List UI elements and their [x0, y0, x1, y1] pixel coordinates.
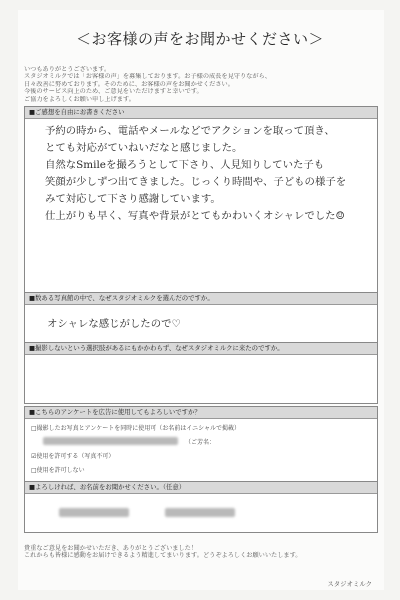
option-allow-no-photo[interactable]: ☑使用を許可する（写真不可）: [31, 453, 115, 460]
name-section: [24, 481, 378, 533]
impressions-handwriting: [45, 123, 346, 225]
footer-line: これからも皆様に感動をお届けできるよう精進してまいります。どうぞよろしくお願いいたします。: [24, 552, 302, 560]
handwritten-line: 予約の時から、電話やメールなどでアクションを取って頂き、: [45, 125, 335, 137]
why-visit-header: ■撮影しないという選択肢があるにもかかわらず、なぜスタジオミルクに来たのですか。: [25, 343, 377, 355]
intro-line: いつもありがとうございます。: [24, 66, 111, 73]
handwritten-line: とても対応がていねいだなと感じました。: [45, 142, 243, 154]
page-title: ＜お客様の声をお聞かせください＞: [75, 30, 324, 48]
ad-permission-section: [24, 406, 378, 482]
name-header: ■よろしければ、お名前をお聞かせください。（任意）: [25, 482, 377, 494]
intro-line: 日々改善に努めております。そのために、お客様の声をお聞かせください。: [24, 80, 234, 88]
intro-line: スタジオミルクでは「お客様の声」を募集しております。お子様の成長を見守りながら、: [24, 73, 271, 81]
brand-name: スタジオミルク: [327, 580, 372, 588]
why-chosen-header: ■数ある写真館の中で、なぜスタジオミルクを選んだのですか。: [25, 293, 377, 305]
option-photo-and-survey[interactable]: □撮影したお写真とアンケートを同時に使用可（お名前はイニシャルで掲載）: [31, 425, 240, 432]
redacted-name: [59, 508, 129, 517]
intro-text: [24, 66, 376, 103]
handwritten-line: 笑顔が少しずつ出てきました。じっくり時間や、子どもの様子を: [45, 176, 347, 188]
why-chosen-section: [24, 292, 378, 344]
why-visit-section: [24, 342, 378, 404]
impressions-header: ■ご感想を自由にお書きください: [25, 107, 377, 119]
option-deny[interactable]: □使用を許可しない: [31, 467, 85, 474]
ad-permission-header: ■こちらのアンケートを広告に使用してもよろしいですか？: [25, 407, 377, 419]
impressions-section: [24, 106, 378, 314]
footer-text: [24, 545, 376, 560]
footer-line: 貴重なご意見をお聞かせいただき、ありがとうございました！: [24, 545, 198, 552]
redacted-initials: [43, 437, 178, 445]
why-chosen-handwriting: オシャレな感じがしたので♡: [47, 318, 181, 330]
handwritten-line: みて対応して下さり感謝しています。: [45, 193, 221, 205]
intro-line: 今後のサービス向上のため、ご意見をいただけますと幸いです。: [24, 88, 203, 96]
intro-line: ご協力をよろしくお願い申し上げます。: [24, 95, 135, 103]
handwritten-line: 仕上がりも早く、写真や背景がとてもかわいくオシャレでした☺: [45, 210, 345, 222]
handwritten-line: 自然なSmileを撮ろうとして下さり、人見知りしていた子も: [45, 159, 325, 171]
redacted-name: [165, 508, 235, 517]
name-label: （ご芳名：: [185, 439, 216, 446]
